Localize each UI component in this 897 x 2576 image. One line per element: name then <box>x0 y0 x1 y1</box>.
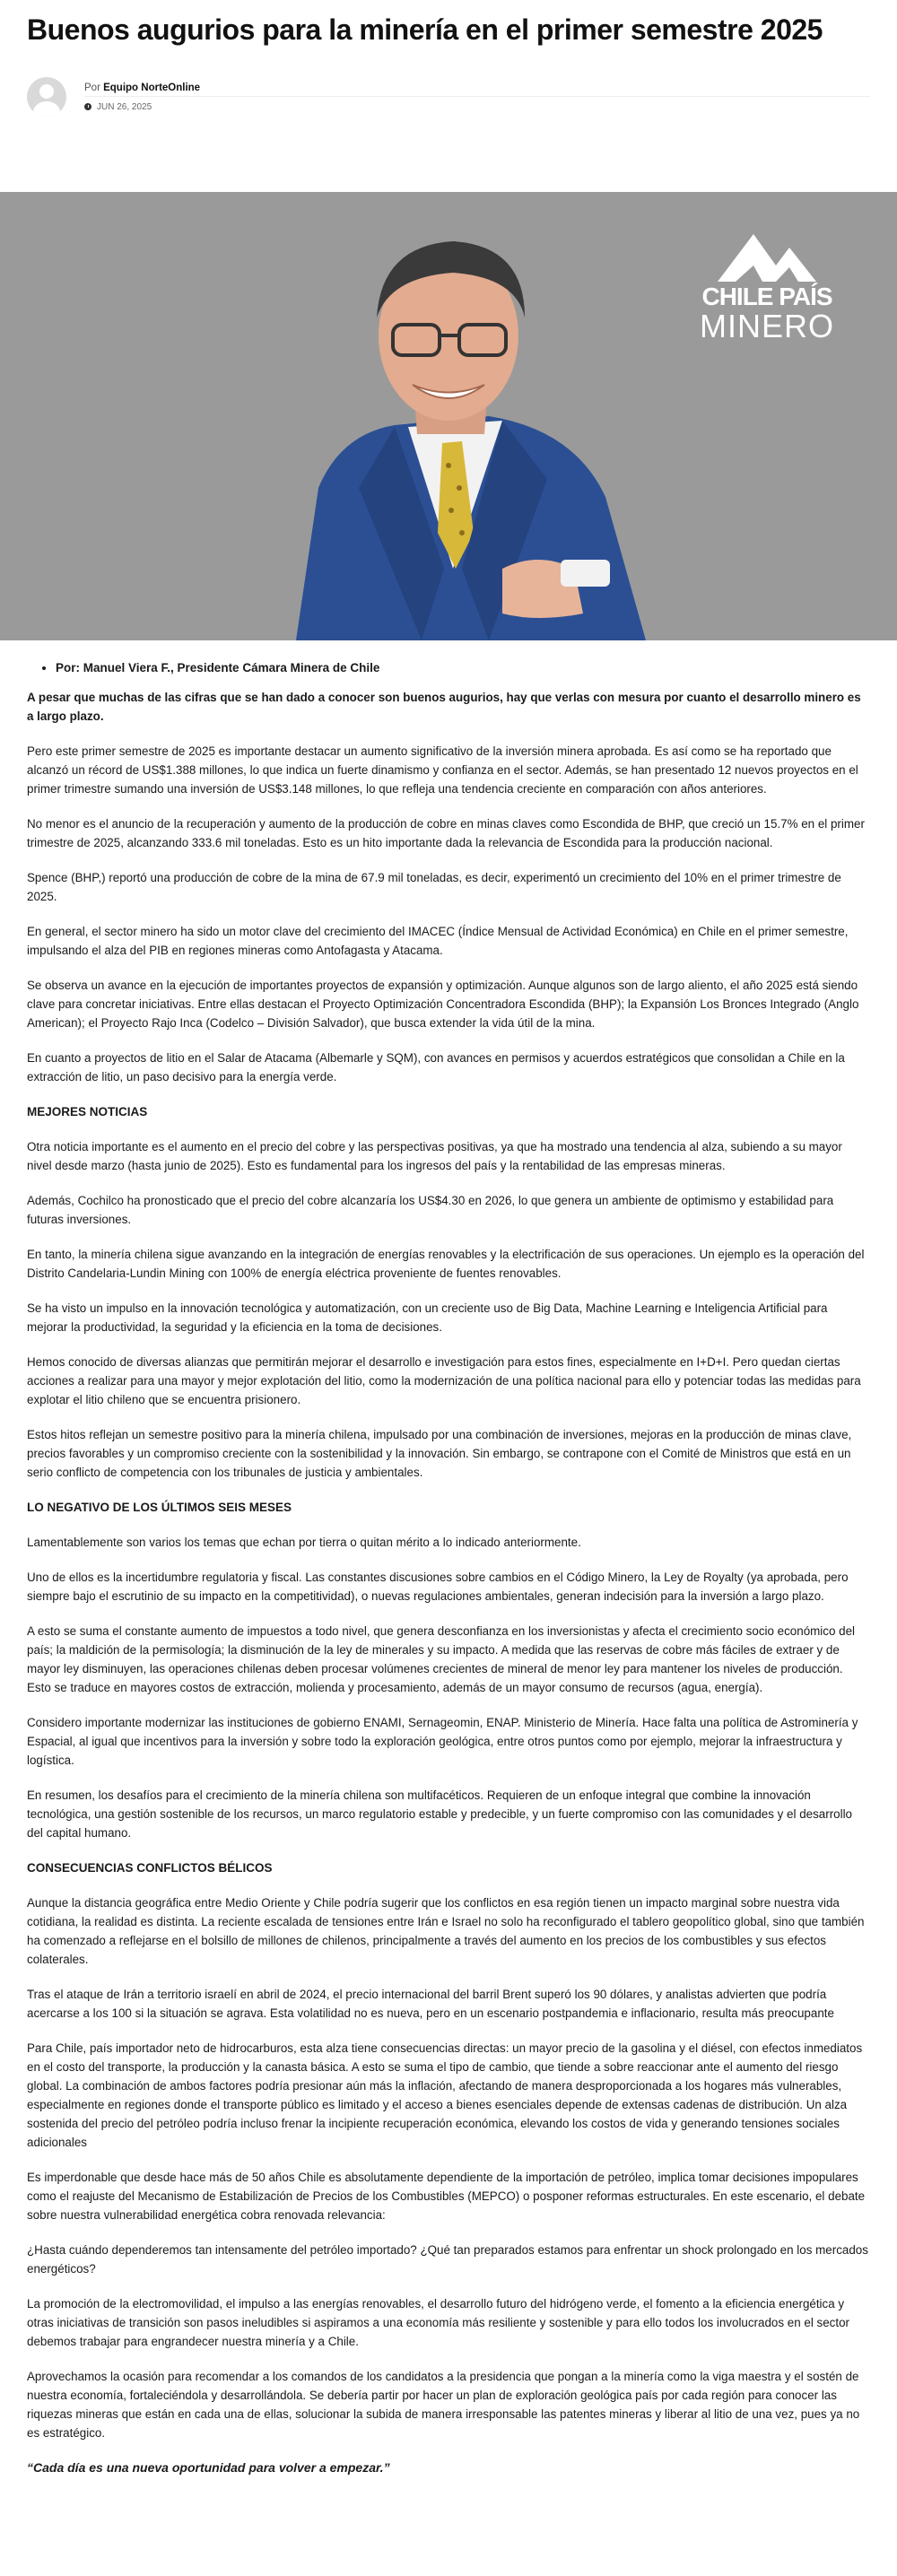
paragraph: ¿Hasta cuándo dependeremos tan intensamente del petróleo importado? ¿Qué tan preparados estamos para enfrentar un shock prolongado en los mercados energéticos? <box>27 2243 868 2276</box>
author-link[interactable]: Equipo NorteOnline <box>103 82 201 93</box>
image-caption: Por: Manuel Viera F., Presidente Cámara Minera de Chile <box>56 661 380 674</box>
paragraph: En general, el sector minero ha sido un motor clave del crecimiento del IMACEC (Índice Mensual de Actividad Económica) en Chile en el primer semestre, impulsando el alza del PIB en regiones mineras como Antofagasta y Atacama. <box>27 925 849 957</box>
section-heading: LO NEGATIVO DE LOS ÚLTIMOS SEIS MESES <box>27 1501 292 1514</box>
byline <box>27 70 870 124</box>
paragraph: Es imperdonable que desde hace más de 50 años Chile es absolutamente dependiente de la importación de petróleo, implica tomar decisiones impopulares como el reajuste del Mecanismo de Estabilización de Precios de los Combustibles (MEPCO) o posponer reformas estructurales. En este escenario, el debate sobre nuestra vulnerabilidad energética cobra renovada relevancia: <box>27 2171 866 2222</box>
paragraph: Considero importante modernizar las instituciones de gobierno ENAMI, Sernageomin, ENAP. Ministerio de Minería. Hace falta una política de Astrominería y Espacial, al igual que incentivos para la inversión y sobre todo la exploración geológica, entre otros puntos como por ejemplo, mejorar la infraestructura y logística. <box>27 1716 858 1767</box>
paragraph: Estos hitos reflejan un semestre positivo para la minería chilena, impulsado por una combinación de inversiones, mejoras en la producción de minas clave, precios favorables y un compromiso creciente con la sostenibilidad y la innovación. Sin embargo, se contrapone con el Comité de Ministros que está en un serio conflicto de competencia con los tribunales de justicia y ambientales. <box>27 1428 852 1479</box>
paragraph: Además, Cochilco ha pronosticado que el precio del cobre alcanzaría los US$4.30 en 2026, lo que genera un ambiente de optimismo y estabilidad para futuras inversiones. <box>27 1194 834 1226</box>
date-text: JUN 26, 2025 <box>97 101 152 112</box>
author-line <box>84 83 870 97</box>
paragraph: No menor es el anuncio de la recuperación y aumento de la producción de cobre en minas claves como Escondida de BHP, que creció un 15.7% en el primer trimestre de 2025, alcanzando 333.6 mil toneladas. Esto es un hito importante dada la relevancia de Escondida para la producción nacional. <box>27 817 865 849</box>
paragraph: Se ha visto un impulso en la innovación tecnológica y automatización, con un creciente uso de Big Data, Machine Learning e Inteligencia Artificial para mejorar la productividad, la seguridad y la eficiencia en la toma de decisiones. <box>27 1301 828 1334</box>
clock-icon <box>84 103 91 110</box>
paragraph: A esto se suma el constante aumento de impuestos a todo nivel, que genera desconfianza en los inversionistas y afecta el crecimiento socio económico del país; la maldición de la permisología; la disminución de la ley de minerales y su impacto. A medida que las reservas de cobre más fáciles de extraer y de mayor ley disminuyen, las operaciones chilenas deben procesar volúmenes crecientes de mineral de menor ley para mantener los niveles de producción. Esto se traduce en mayores costos de extracción, molienda y procesamiento, además de un mayor consumo de recursos (agua, energía). <box>27 1624 855 1694</box>
publish-date <box>84 102 870 112</box>
paragraph: En tanto, la minería chilena sigue avanzando en la integración de energías renovables y la electrificación de sus operaciones. Un ejemplo es la operación del Distrito Candelaria-Lundin Mining con 100% de energía eléctrica proveniente de fuentes renovables. <box>27 1248 865 1280</box>
article-body <box>0 658 897 2477</box>
lead-paragraph: A pesar que muchas de las cifras que se han dado a conocer son buenos augurios, hay que verlas con mesura por cuanto el desarrollo minero es a largo plazo. <box>27 691 861 723</box>
paragraph: Pero este primer semestre de 2025 es importante destacar un aumento significativo de la inversión minera aprobada. Es así como se ha reportado que alcanzó un récord de US$1.388 millones, lo que indica un fuerte dinamismo y confianza en el sector. Además, se han presentado 12 nuevos proyectos en el primer trimestre sumando una inversión de US$3.148 millones, lo que refleja una tendencia creciente en comparación con años anteriores. <box>27 744 858 796</box>
paragraph: En resumen, los desafíos para el crecimiento de la minería chilena son multifacéticos. Requieren de un enfoque integral que combine la innovación tecnológica, una gestión sostenible de los recursos, un marco regulatorio estable y predecible, y un fuerte compromiso con las comunidades y el desarrollo del capital humano. <box>27 1788 852 1840</box>
paragraph: Tras el ataque de Irán a territorio israelí en abril de 2024, el precio internacional del barril Brent superó los 90 dólares, y analistas advierten que podría acercarse a los 100 si la situación se agrava. Esta volatilidad no es nueva, pero en un escenario postpandemia e inflacionario, resulta más preocupante <box>27 1988 834 2020</box>
paragraph: Para Chile, país importador neto de hidrocarburos, esta alza tiene consecuencias directas: un mayor precio de la gasolina y el diésel, con efectos inmediatos en el costo del transporte, la producción y la canasta básica. A esto se suma el tipo de cambio, que tiende a sobre reaccionar ante el aumento del riesgo global. La combinación de ambos factores podría presionar aún más la inflación, afectando de manera desproporcionada a los hogares más vulnerables, especialmente en regiones donde el transporte público es limitado y el acceso a bienes esenciales depende de extensas cadenas de distribución. Un alza sostenida del precio del petróleo podría incluso frenar la incipiente recuperación económica, elevando los costos de vida y generando tensiones sociales adicionales <box>27 2041 863 2149</box>
logo-line1: CHILE PAÍS <box>701 283 832 310</box>
paragraph: Aprovechamos la ocasión para recomendar a los comandos de los candidatos a la presidencia que pongan a la minería como la viga maestra y el sostén de nuestra economía, fortaleciéndola y desarrollándola. Se debería partir por hacer un plan de exploración geológica país por cada región para conocer las riquezas mineras que están en cada una de ellas, solucionar la subida de manera irresponsable las patentes mineras y liberar al litio de una vez, pues ya no es estratégico. <box>27 2370 860 2440</box>
paragraph: Lamentablemente son varios los temas que echan por tierra o quitan mérito a lo indicado anteriormente. <box>27 1536 581 1549</box>
author-avatar[interactable] <box>27 77 66 117</box>
paragraph: Spence (BHP,) reportó una producción de cobre de la mina de 67.9 mil toneladas, es decir, experimentó un crecimiento del 10% en el primer trimestre de 2025. <box>27 871 841 903</box>
paragraph: Se observa un avance en la ejecución de importantes proyectos de expansión y optimización. Aunque algunos son de largo aliento, el año 2025 está siendo clave para concretar iniciativas. Entre ellas destacan el Proyecto Optimización Concentradora Escondida (BHP); la Expansión Los Bronces Integrado (Anglo American); el Proyecto Rajo Inca (Codelco – División Salvador), que busca extender la vida útil de la mina. <box>27 979 859 1030</box>
hero-image <box>0 192 897 640</box>
paragraph: Otra noticia importante es el aumento en el precio del cobre y las perspectivas positivas, ya que ha mostrado una tendencia al alza, subiendo a su mayor nivel desde marzo (hasta junio de 2025). Esto es fundamental para los ingresos del país y la rentabilidad de las empresas mineras. <box>27 1140 842 1172</box>
author-prefix: Por <box>84 82 100 93</box>
article-title: Buenos augurios para la minería en el primer semestre 2025 <box>27 13 823 46</box>
mountain-icon <box>691 230 843 283</box>
paragraph: En cuanto a proyectos de litio en el Salar de Atacama (Albemarle y SQM), con avances en permisos y acuerdos estratégicos que consolidan a Chile en la extracción de litio, un paso decisivo para la energía verde. <box>27 1051 845 1083</box>
paragraph: Hemos conocido de diversas alianzas que permitirán mejorar el desarrollo e investigación para estos fines, especialmente en I+D+I. Pero quedan ciertas acciones a realizar para una mayor y mejor explotación del litio, como la modernización de una política nacional para ello y potenciar todas las medidas para explotar el litio chileno que se encuentra prisionero. <box>27 1355 861 1406</box>
paragraph: La promoción de la electromovilidad, el impulso a las energías renovables, el desarrollo futuro del hidrógeno verde, el fomento a la eficiencia energética y otras iniciativas de transición son pasos ineludibles si aspiramos a una economía más resiliente y sostenible y para ello todos los involucrados en el sector debemos trabajar para engrandecer nuestra minería y a Chile. <box>27 2297 849 2348</box>
paragraph: Aunque la distancia geográfica entre Medio Oriente y Chile podría sugerir que los conflictos en esa región tienen un impacto marginal sobre nuestra vida cotidiana, la realidad es distinta. La reciente escalada de tensiones entre Irán e Israel no solo ha reconfigurado el tablero geopolítico global, sino que también ha comenzado a reflejarse en el bolsillo de millones de chilenos, principalmente a través del aumento en los precios de los combustibles y sus efectos colaterales. <box>27 1896 865 1966</box>
chile-pais-minero-logo <box>691 230 843 355</box>
section-heading: CONSECUENCIAS CONFLICTOS BÉLICOS <box>27 1861 273 1875</box>
logo-line2: MINERO <box>700 308 834 344</box>
paragraph: Uno de ellos es la incertidumbre regulatoria y fiscal. Las constantes discusiones sobre cambios en el Código Minero, la Ley de Royalty (ya aprobada, pero siempre bajo el escrutinio de su impacto en la competitividad), o nuevas regulaciones ambientales, generan indecisión para la inversión a largo plazo. <box>27 1571 849 1603</box>
closing-quote: “Cada día es una nueva oportunidad para volver a empezar.” <box>27 2460 390 2475</box>
section-heading: MEJORES NOTICIAS <box>27 1105 148 1118</box>
